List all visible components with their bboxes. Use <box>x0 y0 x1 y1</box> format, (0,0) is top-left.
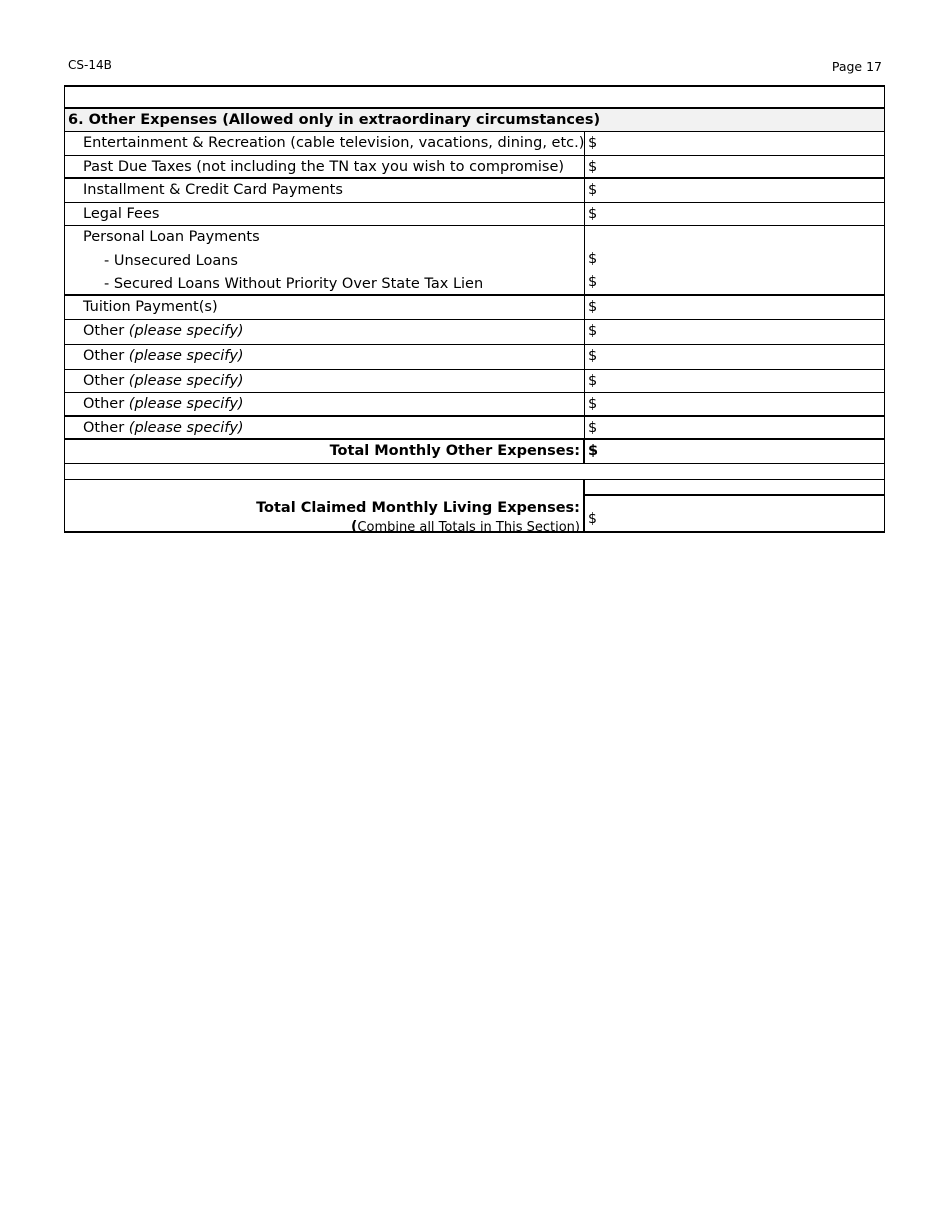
unsecured-loans-amount-field[interactable]: $ <box>588 251 598 267</box>
entertainment-amount-field[interactable]: $ <box>588 135 598 151</box>
section-title: 6. Other Expenses (Allowed only in extraordinary circumstances) <box>64 109 885 132</box>
row-label <box>65 320 585 344</box>
row-label: Entertainment & Recreation (cable television, vacations, dining, etc.) <box>65 132 585 155</box>
total-other-expenses-row <box>64 440 885 464</box>
secured-loans-amount-field[interactable]: $ <box>588 274 598 290</box>
row-label: Past Due Taxes (not including the TN tax you wish to compromise) <box>65 156 585 178</box>
specify-label: (please specify) <box>128 347 244 364</box>
other-3-amount-field[interactable]: $ <box>588 372 598 389</box>
row-label <box>65 345 585 369</box>
expense-row-other-5 <box>64 417 885 441</box>
expense-row-other-2 <box>64 345 885 370</box>
note-paren: ( <box>351 518 358 535</box>
other-expenses-form <box>64 85 885 533</box>
personal-loans-labels <box>65 226 585 294</box>
total-claimed-title: Total Claimed Monthly Living Expenses: <box>256 499 580 516</box>
tuition-amount-field[interactable]: $ <box>588 299 598 315</box>
personal-loan-blank <box>588 226 884 248</box>
total-other-expenses-label: Total Monthly Other Expenses: <box>65 440 585 463</box>
other-label: Other <box>83 347 125 364</box>
blank-row <box>64 464 885 480</box>
row-label <box>65 417 585 439</box>
specify-label: (please specify) <box>128 396 244 412</box>
form-id: CS-14B <box>68 58 112 72</box>
specify-label: (please specify) <box>128 419 244 436</box>
row-label: Installment & Credit Card Payments <box>65 179 585 202</box>
secured-loans-label: - Secured Loans Without Priority Over State Tax Lien <box>104 276 484 292</box>
expense-row-installment <box>64 179 885 203</box>
unsecured-loans-label: - Unsecured Loans <box>104 252 238 269</box>
expense-row-tuition <box>64 296 885 320</box>
page-number: Page 17 <box>831 59 882 74</box>
top-spacer-row <box>64 87 885 109</box>
total-claimed-label-cell <box>65 480 585 535</box>
personal-loan-label: Personal Loan Payments <box>83 229 260 245</box>
total-other-expenses-field[interactable]: $ <box>588 443 599 459</box>
total-claimed-row <box>64 480 885 533</box>
expense-row-other-1 <box>64 320 885 345</box>
row-label: Legal Fees <box>65 203 585 226</box>
other-label: Other <box>83 396 125 412</box>
note-text: Combine all Totals in This Section) <box>357 519 580 535</box>
row-label <box>65 393 585 415</box>
installment-amount-field[interactable]: $ <box>588 182 598 198</box>
row-label: Tuition Payment(s) <box>65 296 585 319</box>
row-label <box>65 370 585 393</box>
other-label: Other <box>83 419 125 436</box>
other-2-amount-field[interactable]: $ <box>588 347 598 364</box>
other-1-amount-field[interactable]: $ <box>588 322 598 339</box>
other-label: Other <box>83 372 125 389</box>
expense-row-past-due-taxes <box>64 156 885 180</box>
other-4-amount-field[interactable]: $ <box>588 396 598 412</box>
specify-label: (please specify) <box>128 372 244 389</box>
expense-row-personal-loans <box>64 226 885 296</box>
past-due-taxes-amount-field[interactable]: $ <box>588 158 598 175</box>
other-5-amount-field[interactable]: $ <box>588 419 598 436</box>
expense-row-legal-fees <box>64 203 885 227</box>
expense-row-other-3 <box>64 370 885 394</box>
other-label: Other <box>83 322 125 339</box>
total-claimed-amount-field[interactable]: $ <box>585 494 884 531</box>
personal-loans-amounts <box>585 226 884 294</box>
expense-row-other-4 <box>64 393 885 417</box>
total-claimed-note <box>65 518 580 537</box>
legal-fees-amount-field[interactable]: $ <box>588 205 598 222</box>
expense-row-entertainment <box>64 132 885 156</box>
specify-label: (please specify) <box>128 322 244 339</box>
